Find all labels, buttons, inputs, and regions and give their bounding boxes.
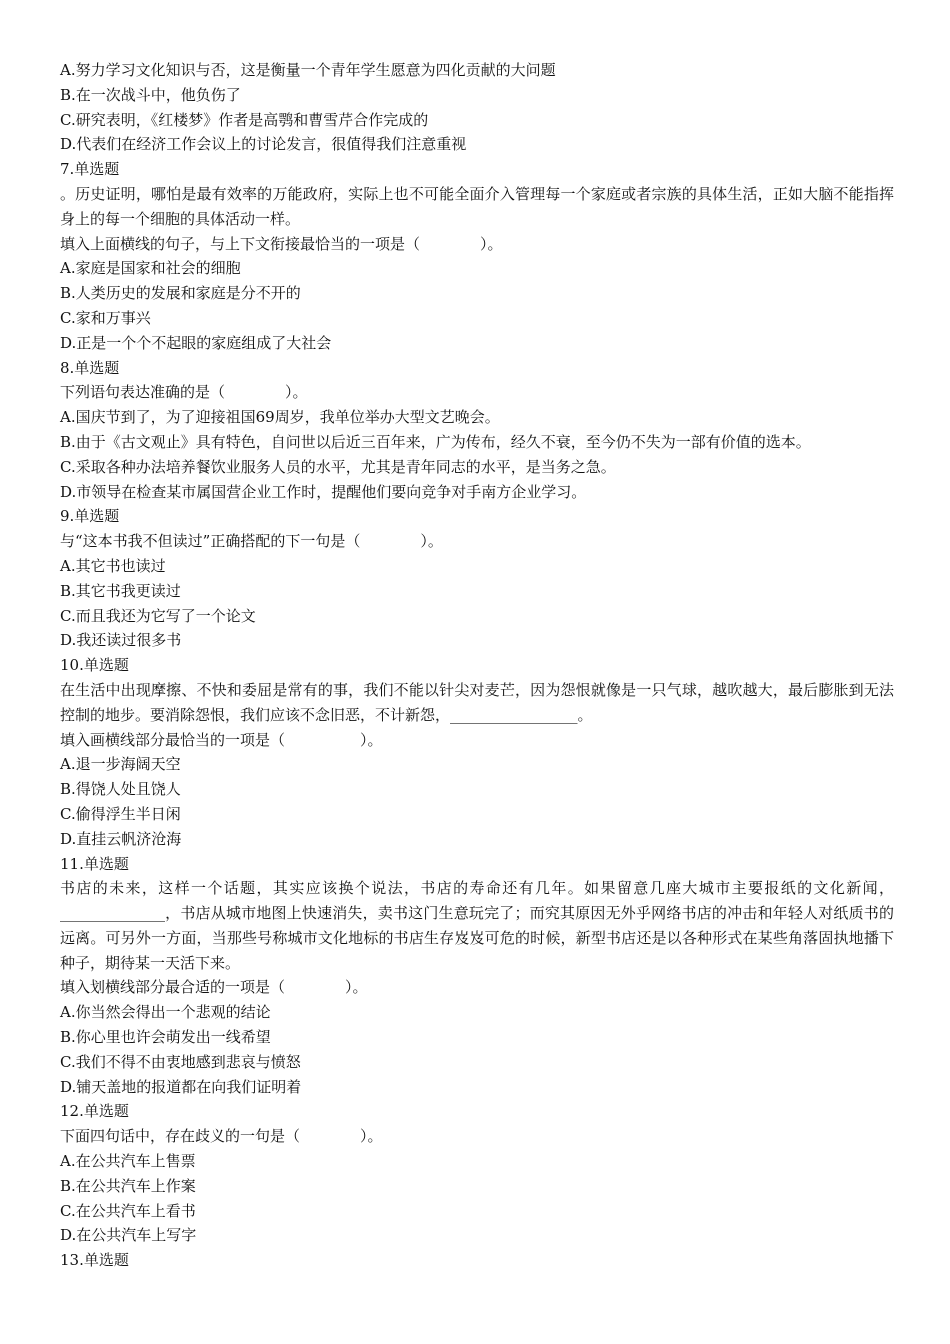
option-d: D.直挂云帆济沧海 xyxy=(60,829,182,848)
option-c: C.而且我还为它写了一个论文 xyxy=(60,606,256,625)
question-header: 9.单选题 xyxy=(60,507,120,526)
question-header: 12.单选题 xyxy=(60,1102,129,1121)
option-d: D.市领导在检查某市属国营企业工作时，提醒他们要向竞争对手南方企业学习。 xyxy=(60,482,587,501)
question-prompt: 填入上面横线的句子，与上下文衔接最恰当的一项是（ ）。 xyxy=(60,234,503,253)
option-a: A.努力学习文化知识与否，这是衡量一个青年学生愿意为四化贡献的大问题 xyxy=(60,61,556,79)
option-b: B.人类历史的发展和家庭是分不开的 xyxy=(60,284,301,303)
question-header: 10.单选题 xyxy=(60,656,129,675)
question-prompt: 与“这本书我不但读过”正确搭配的下一句是（ ）。 xyxy=(60,532,443,551)
option-b: B.你心里也许会萌发出一线希望 xyxy=(60,1028,271,1047)
question-passage: 书店的未来，这样一个话题，其实应该换个说法，书店的寿命还有几年。如果留意几座大城市主要报纸的文化新闻，______________，书店从城市地图上快速消失，卖书这门生意玩完了；而究其原因无外乎网络书店的冲击和年轻人对纸质书的远离。可另外一方面，当那些号称城市文化地标的书店生存岌岌可危的时候，新型书店还是以各种形式在某些角落固执地播下种子，期待某一天活下来。 xyxy=(60,879,894,972)
option-d: D.铺天盖地的报道都在向我们证明着 xyxy=(60,1077,302,1096)
option-b: B.在一次战斗中，他负伤了 xyxy=(60,85,241,104)
question-6-options xyxy=(60,58,894,157)
option-c: C.研究表明，《红楼梦》作者是高鹗和曹雪芹合作完成的 xyxy=(60,110,429,129)
question-prompt: 下面四句话中，存在歧义的一句是（ ）。 xyxy=(60,1127,383,1146)
option-c: C.采取各种办法培养餐饮业服务人员的水平，尤其是青年同志的水平，是当务之急。 xyxy=(60,457,616,476)
option-c: C.在公共汽车上看书 xyxy=(60,1201,196,1220)
exam-document xyxy=(60,58,894,1273)
option-d: D.我还读过很多书 xyxy=(60,631,182,650)
question-8 xyxy=(60,356,894,505)
option-a: A.在公共汽车上售票 xyxy=(60,1152,196,1171)
question-prompt: 填入划横线部分最合适的一项是（ ）。 xyxy=(60,978,368,997)
option-b: B.其它书我更读过 xyxy=(60,581,181,600)
option-d: D.在公共汽车上写字 xyxy=(60,1226,197,1245)
option-b: B.得饶人处且饶人 xyxy=(60,780,181,799)
option-d: D.代表们在经济工作会议上的讨论发言，很值得我们注意重视 xyxy=(60,135,467,154)
question-10 xyxy=(60,653,894,851)
option-c: C.家和万事兴 xyxy=(60,308,151,327)
question-prompt: 填入画横线部分最恰当的一项是（ ）。 xyxy=(60,730,383,749)
question-passage: 。历史证明，哪怕是最有效率的万能政府，实际上也不可能全面介入管理每一个家庭或者宗族的具体生活，正如大脑不能指挥身上的每一个细胞的具体活动一样。 xyxy=(60,184,894,228)
option-d: D.正是一个个不起眼的家庭组成了大社会 xyxy=(60,333,332,352)
option-c: C.我们不得不由衷地感到悲哀与愤怒 xyxy=(60,1052,301,1071)
option-a: A.家庭是国家和社会的细胞 xyxy=(60,259,241,278)
question-header: 11.单选题 xyxy=(60,854,129,873)
question-13 xyxy=(60,1248,894,1273)
option-b: B.在公共汽车上作案 xyxy=(60,1176,196,1195)
option-a: A.其它书也读过 xyxy=(60,556,166,575)
question-passage: 在生活中出现摩擦、不快和委屈是常有的事，我们不能以针尖对麦芒，因为怨恨就像是一只气球，越吹越大，最后膨胀到无法控制的地步。要消除怨恨，我们应该不念旧恶，不计新怨，_________________。 xyxy=(60,680,894,724)
question-header: 7.单选题 xyxy=(60,160,120,179)
option-a: A.国庆节到了，为了迎接祖国69周岁，我单位举办大型文艺晚会。 xyxy=(60,408,500,427)
option-b: B.由于《古文观止》具有特色，自问世以后近三百年来，广为传布，经久不衰，至今仍不失为一部有价值的选本。 xyxy=(60,432,811,451)
question-header: 8.单选题 xyxy=(60,358,120,377)
option-a: A.退一步海阔天空 xyxy=(60,755,181,774)
option-c: C.偷得浮生半日闲 xyxy=(60,804,181,823)
question-11 xyxy=(60,852,894,1100)
question-7 xyxy=(60,157,894,355)
question-9 xyxy=(60,504,894,653)
option-a: A.你当然会得出一个悲观的结论 xyxy=(60,1003,271,1022)
question-header: 13.单选题 xyxy=(60,1251,129,1270)
question-12 xyxy=(60,1099,894,1248)
question-prompt: 下列语句表达准确的是（ ）。 xyxy=(60,383,308,402)
